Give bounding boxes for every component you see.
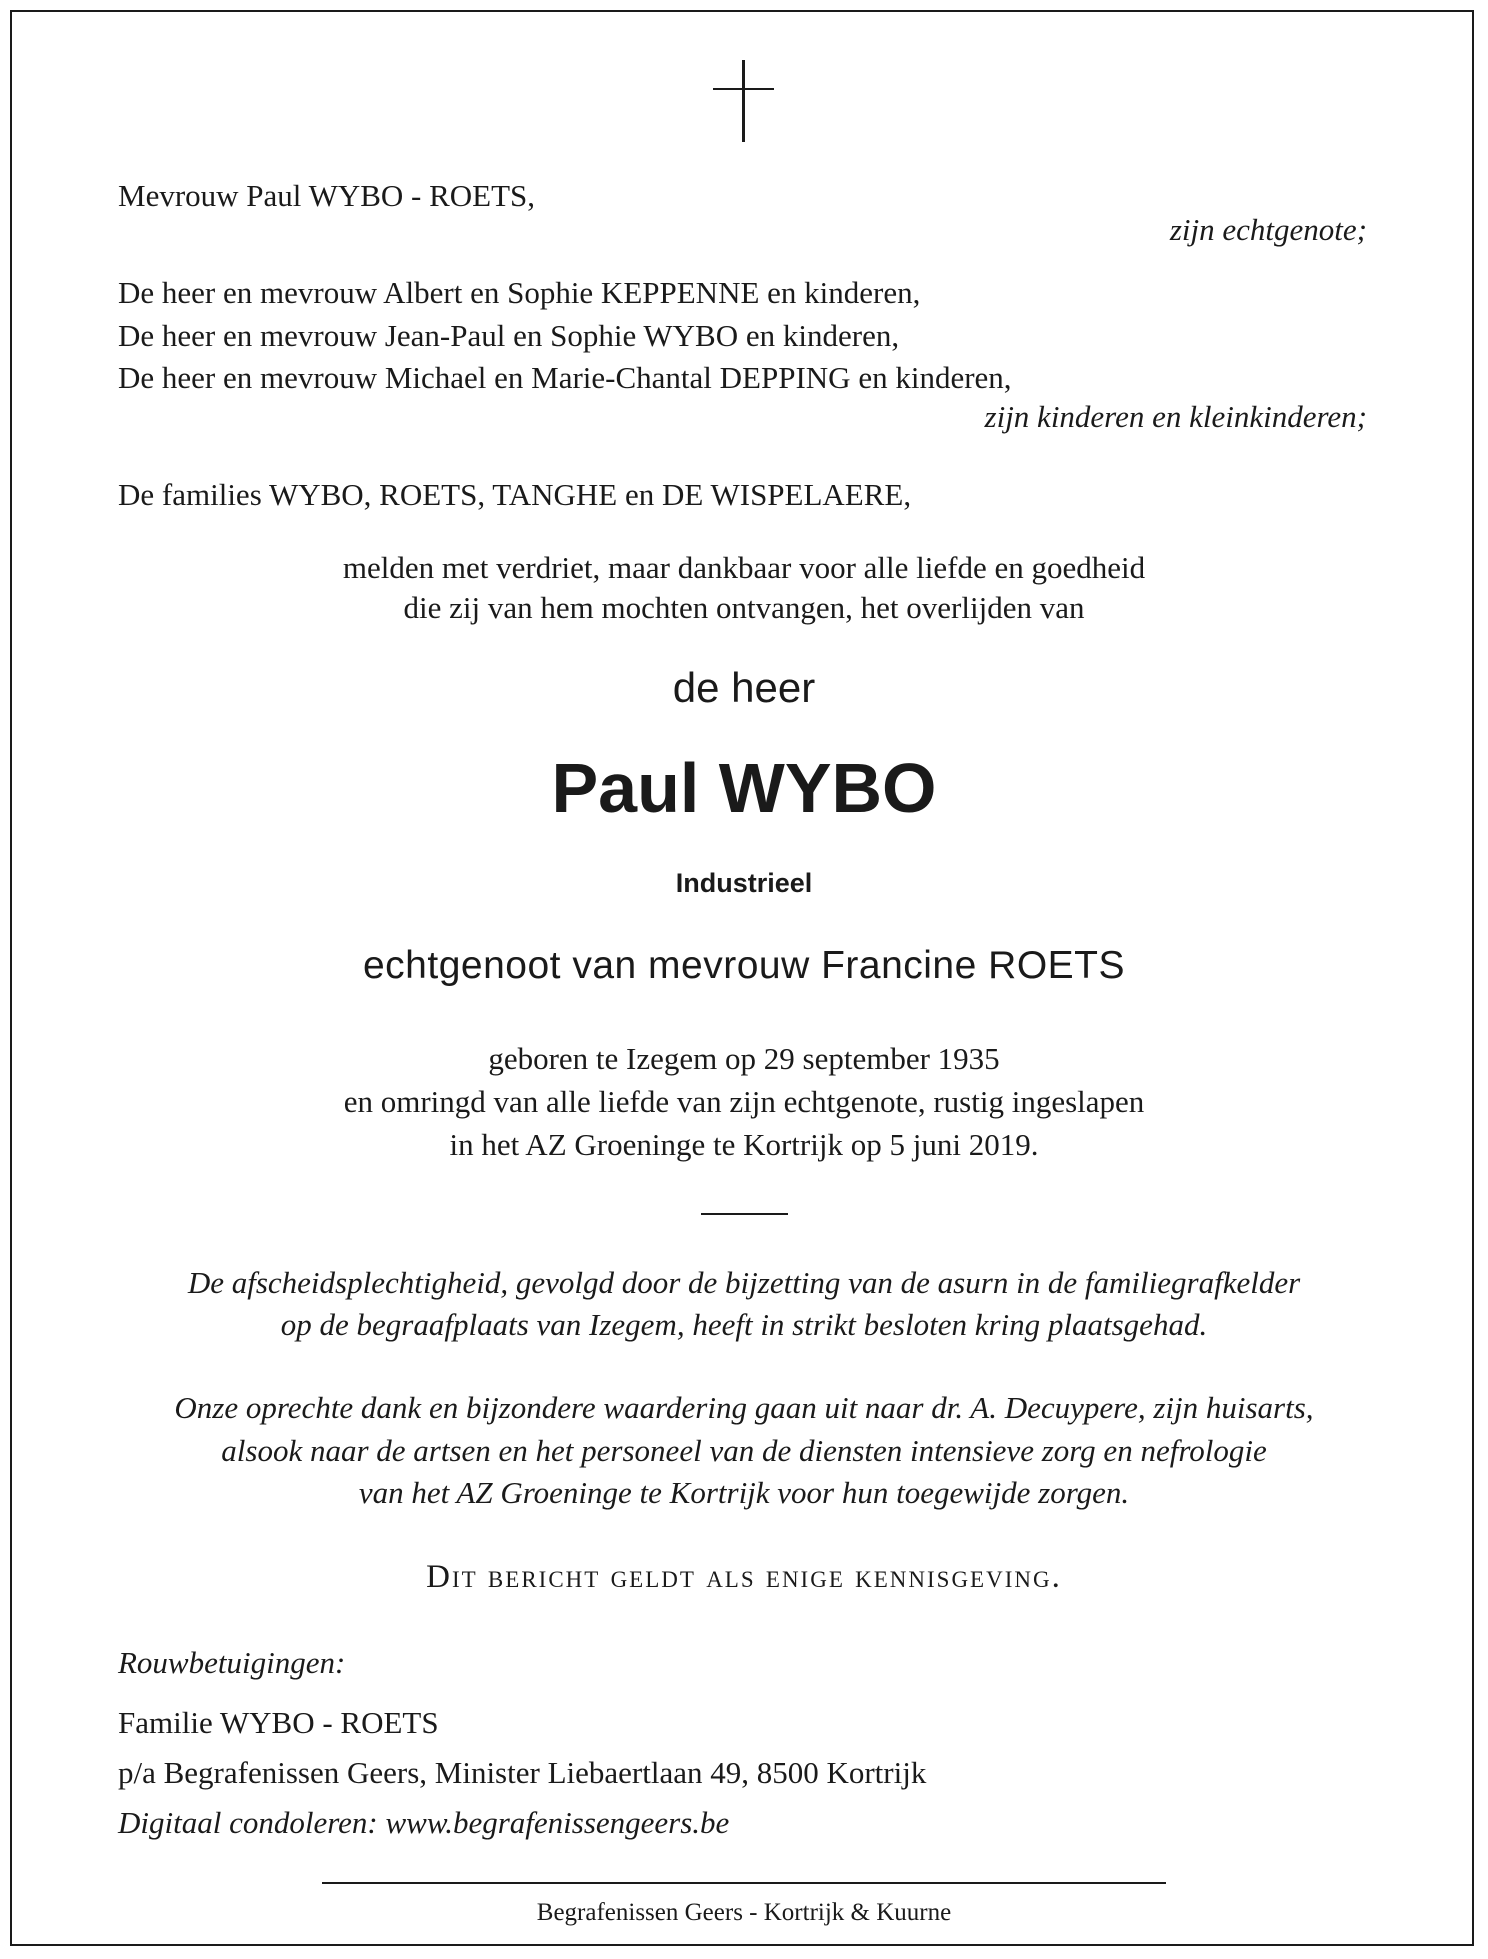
spouse-line: Mevrouw Paul WYBO - ROETS, [118,178,536,213]
children-line: De heer en mevrouw Michael en Marie-Chantal DEPPING en kinderen, [118,360,1012,395]
ceremony-line: op de begraafplaats van Izegem, heeft in strikt besloten kring plaatsgehad. [280,1307,1208,1342]
condolences-family: Familie WYBO - ROETS [118,1705,439,1740]
details-line: in het AZ Groeninge te Kortrijk op 5 juni 2019. [449,1127,1039,1162]
divider [701,1213,788,1215]
salutation: de heer [672,664,816,711]
condolences-address: p/a Begrafenissen Geers, Minister Liebaertlaan 49, 8500 Kortrijk [118,1755,927,1790]
footer: Begrafenissen Geers - Kortrijk & Kuurne [536,1899,952,1926]
children-line: De heer en mevrouw Albert en Sophie KEPPENNE en kinderen, [118,275,921,310]
children-line: De heer en mevrouw Jean-Paul en Sophie WYBO en kinderen, [118,318,900,353]
condolences-label: Rouwbetuigingen: [118,1645,346,1680]
profession: Industrieel [675,868,813,898]
condolences-online[interactable]: Digitaal condoleren: www.begrafenissengeers.be [118,1805,730,1840]
ceremony-line: De afscheidsplechtigheid, gevolgd door de bijzetting van de asurn in de familiegrafkelder [187,1265,1301,1300]
notice: Dit bericht geldt als enige kennisgeving. [426,1559,1062,1595]
deceased-name: Paul WYBO [551,749,937,827]
spouse-of: echtgenoot van mevrouw Francine ROETS [362,944,1125,987]
footer-divider [322,1882,1166,1884]
cross-icon-bar [713,88,774,90]
details-line: geboren te Izegem op 29 september 1935 [488,1041,1000,1076]
thanks-line: alsook naar de artsen en het personeel van de diensten intensieve zorg en nefrologie [221,1433,1267,1468]
announcement-line: die zij van hem mochten ontvangen, het overlijden van [403,590,1085,625]
cross-icon [742,60,745,142]
children-role: zijn kinderen en kleinkinderen; [984,399,1367,434]
details-line: en omringd van alle liefde van zijn echtgenote, rustig ingeslapen [343,1084,1145,1119]
spouse-role: zijn echtgenote; [1169,212,1367,247]
thanks-line: van het AZ Groeninge te Kortrijk voor hun toegewijde zorgen. [358,1475,1130,1510]
families-line: De families WYBO, ROETS, TANGHE en DE WISPELAERE, [118,477,912,512]
thanks-line: Onze oprechte dank en bijzondere waardering gaan uit naar dr. A. Decuypere, zijn huisarts, [174,1390,1314,1425]
announcement-line: melden met verdriet, maar dankbaar voor alle liefde en goedheid [342,550,1146,585]
